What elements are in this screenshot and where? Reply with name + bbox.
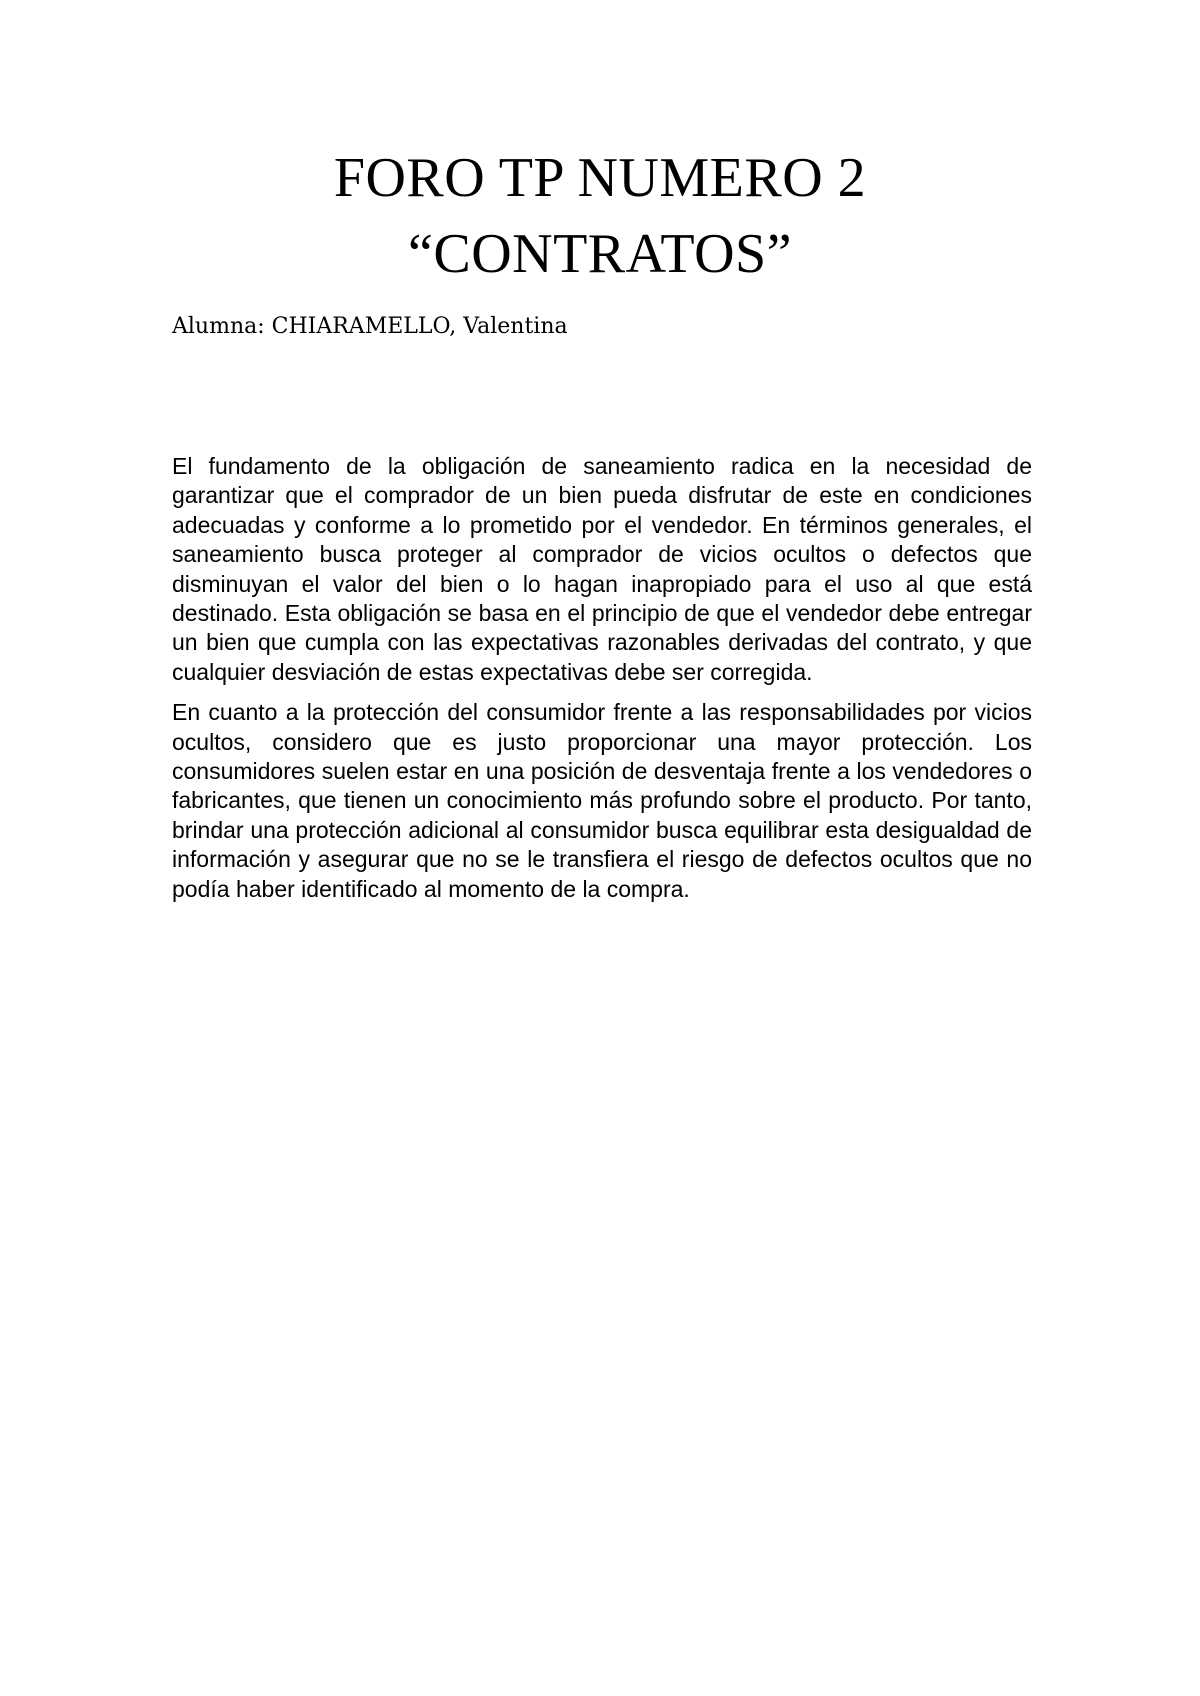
author-line: Alumna: CHIARAMELLO, Valentina — [172, 314, 568, 339]
paragraph-1: El fundamento de la obligación de saneamiento radica en la necesidad de garantizar que el comprador de un bien pueda disfrutar de este en condiciones adecuadas y conforme a lo prometido por el vendedor. En términos generales, el saneamiento busca proteger al comprador de vicios ocultos o defectos que disminuyan el valor del bien o lo hagan inapropiado para el uso al que está destinado. Esta obligación se basa en el principio de que el vendedor debe entregar un bien que cumpla con las expectativas razonables derivadas del contrato, y que cualquier desviación de estas expectativas debe ser corregida. — [172, 453, 1032, 685]
document-title — [0, 140, 1200, 292]
paragraph-2: En cuanto a la protección del consumidor frente a las responsabilidades por vicios ocultos, considero que es justo proporcionar una mayor protección. Los consumidores suelen estar en una posición de desventaja frente a los vendedores o fabricantes, que tienen un conocimiento más profundo sobre el producto. Por tanto, brindar una protección adicional al consumidor busca equilibrar esta desigualdad de información y asegurar que no se le transfiera el riesgo de defectos ocultos que no podía haber identificado al momento de la compra. — [172, 699, 1032, 902]
body-text — [172, 452, 1032, 915]
title-line-2: “CONTRATOS” — [407, 223, 793, 285]
title-line-1: FORO TP NUMERO 2 — [333, 147, 867, 209]
